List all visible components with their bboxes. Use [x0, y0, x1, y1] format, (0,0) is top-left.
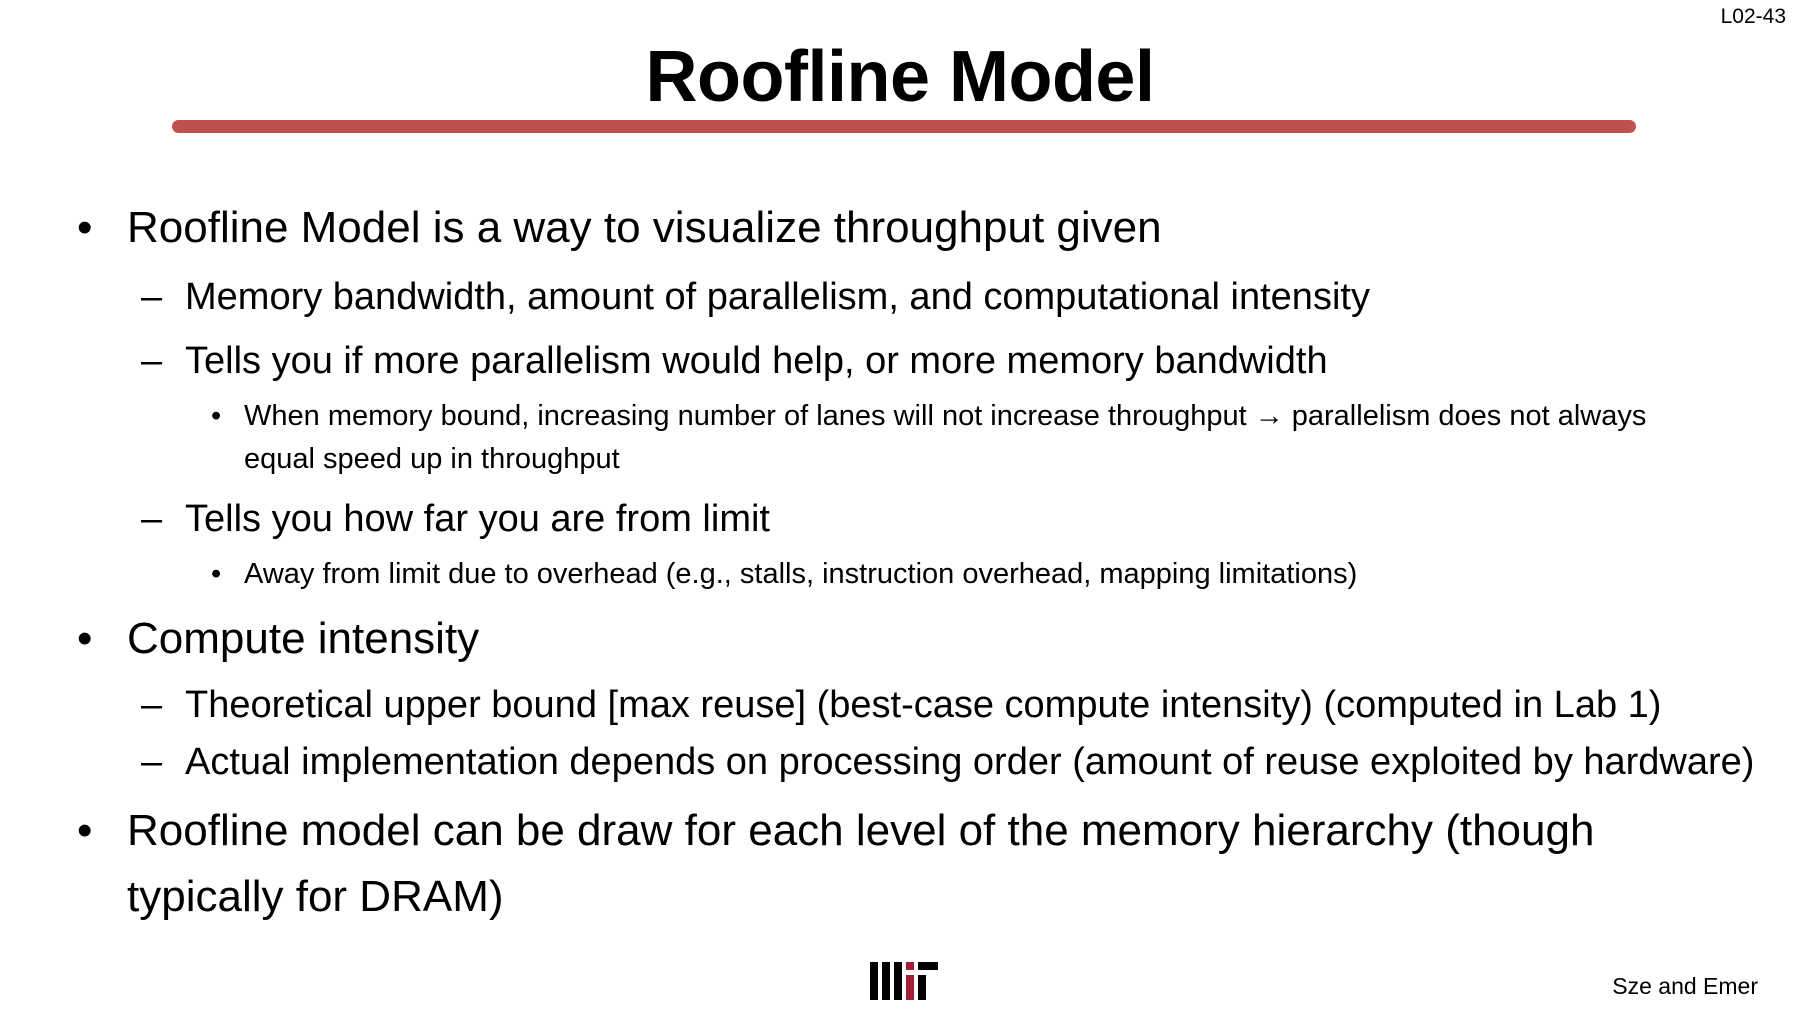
bullet-text: Roofline model can be draw for each level of the memory hierarchy (though: [127, 806, 1595, 855]
sub-bullet-actual-implementation: [141, 737, 1755, 787]
bullet-compute-intensity: [77, 606, 480, 672]
bullet-memory-hierarchy: [77, 798, 1595, 864]
bullet-text: equal speed up in throughput: [244, 443, 620, 475]
dash-marker: –: [141, 276, 163, 318]
bullet-text: Away from limit due to overhead (e.g., stalls, instruction overhead, mapping limitations): [244, 558, 1358, 590]
sub-sub-bullet-memory-bound: [211, 395, 1647, 438]
slide-title: Roofline Model: [645, 37, 1155, 117]
bullet-text: Actual implementation depends on processing order (amount of reuse exploited by hardware): [185, 741, 1755, 783]
bullet-text: Theoretical upper bound [max reuse] (best-case compute intensity) (computed in Lab 1): [185, 684, 1662, 726]
bullet-roofline-definition: [77, 195, 1162, 261]
sub-bullet-parallelism-help: [141, 336, 1328, 386]
mit-logo: [870, 962, 938, 1000]
dash-marker: –: [141, 498, 163, 540]
dash-marker: –: [141, 684, 163, 726]
bullet-memory-hierarchy-continued: [127, 864, 504, 930]
bullet-text: Memory bandwidth, amount of parallelism, and computational intensity: [185, 276, 1370, 318]
bullet-marker: •: [77, 203, 93, 252]
sub-bullet-memory-bandwidth: [141, 272, 1370, 322]
sub-bullet-limit-distance: [141, 494, 770, 544]
bullet-marker: •: [77, 806, 93, 855]
bullet-marker: •: [77, 614, 93, 663]
bullet-marker: •: [211, 400, 222, 432]
slide-number: L02-43: [1720, 5, 1786, 28]
dash-marker: –: [141, 741, 163, 783]
bullet-text: typically for DRAM): [127, 872, 504, 921]
bullet-marker: •: [211, 558, 222, 590]
author-credit: Sze and Emer: [1612, 973, 1758, 999]
bullet-text: Tells you if more parallelism would help, or more memory bandwidth: [185, 340, 1328, 382]
dash-marker: –: [141, 340, 163, 382]
sub-sub-bullet-overhead: [211, 553, 1358, 596]
sub-sub-bullet-memory-bound-continued: [244, 438, 620, 481]
title-underline: [172, 120, 1636, 133]
bullet-text: Roofline Model is a way to visualize throughput given: [127, 203, 1162, 252]
bullet-text: Tells you how far you are from limit: [185, 498, 770, 540]
sub-bullet-theoretical-bound: [141, 680, 1662, 730]
bullet-text: When memory bound, increasing number of lanes will not increase throughput → parallelism does not always: [244, 400, 1647, 432]
bullet-text: Compute intensity: [127, 614, 480, 663]
